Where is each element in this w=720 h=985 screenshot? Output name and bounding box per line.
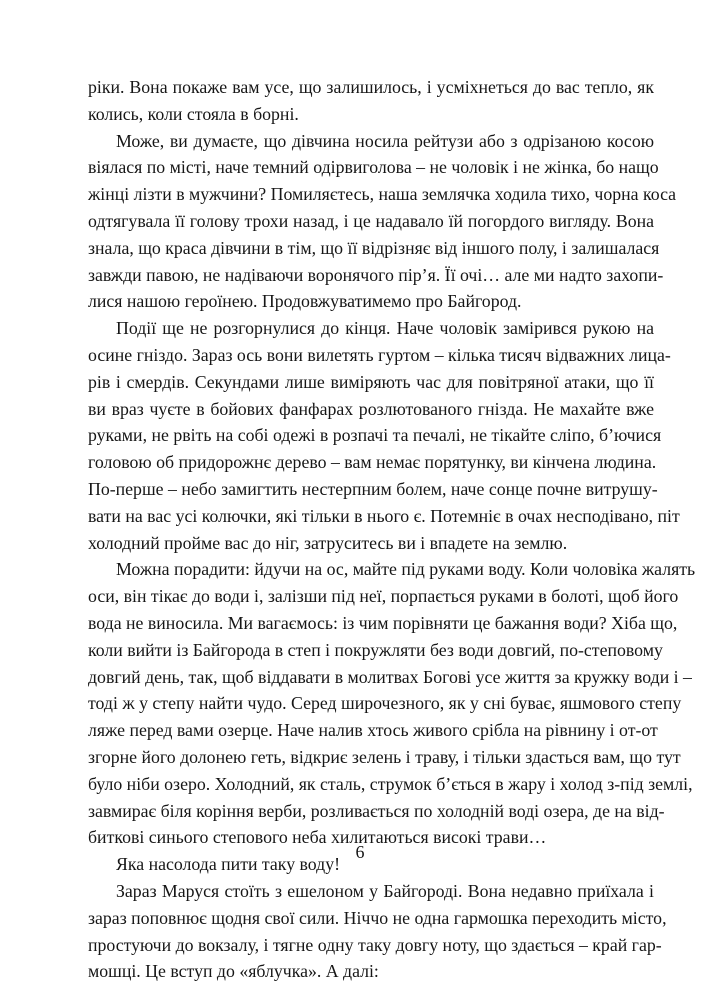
text-line: Можна порадити: йдучи на ос, майте під руками воду. Коли чоловіка жалять <box>116 559 696 580</box>
text-line: Яка насолода пити таку воду! <box>116 854 341 875</box>
text-line: холодний пройме вас до ніг, затруситесь ви і впадете на землю. <box>88 532 568 553</box>
text-line: колись, коли стояла в борні. <box>88 103 299 124</box>
text-line: осине гніздо. Зараз ось вони вилетять гуртом – кілька тисяч відважних лица- <box>88 344 671 365</box>
paragraph <box>88 556 696 851</box>
text-line: биткові синього степового неба хилитаються високі трави… <box>88 827 547 848</box>
text-line: вода не виносила. Ми вагаємось: із чим порівняти це бажання води? Хіба що, <box>88 612 678 633</box>
text-line: оси, він тікає до води і, залізши під неї, порпається руками в болоті, щоб його <box>88 586 679 607</box>
text-line: одтягувала її голову трохи назад, і це надавало їй погордого вигляду. Вона <box>88 210 654 231</box>
text-line: рів і смердів. Секундами лише виміряють час для повітряної атаки, що її <box>88 371 654 392</box>
text-line: Зараз Маруся стоїть з ешелоном у Байгороді. Вона недавно приїхала і <box>116 880 654 901</box>
text-line: довгий день, так, щоб віддавати в молитвах Богові усе життя за кружку води і – <box>88 666 692 687</box>
text-line: тоді ж у степу найти чудо. Серед широчезного, як у сні буває, яшмового степу <box>88 693 682 714</box>
text-line: було ніби озеро. Холодний, як сталь, струмок б’ється в жару і холод з-під землі, <box>88 773 693 794</box>
paragraph <box>88 315 680 556</box>
text-line: Може, ви думаєте, що дівчина носила рейтузи або з одрізаною косою <box>116 130 654 151</box>
text-line: Події ще не розгорнулися до кінця. Наче чоловік замірився рукою на <box>116 318 654 339</box>
paragraph <box>88 74 654 128</box>
text-line: завмирає біля коріння верби, розливається по холодній воді озера, де на від- <box>88 800 665 821</box>
paragraph <box>88 128 677 316</box>
text-line: ви враз чуєте в бойових фанфарах розлютованого гнізда. Не махайте вже <box>88 398 654 419</box>
text-line: лися нашою героїнею. Продовжуватимемо про Байгород. <box>88 291 522 312</box>
text-line: простуючи до вокзалу, і тягне одну таку довгу ноту, що здається – край гар- <box>88 934 662 955</box>
text-line: знала, що краса дівчини в тім, що її відрізняє від іншого полу, і залишалася <box>88 237 660 258</box>
page-number: 6 <box>355 842 365 862</box>
text-line: По-перше – небо замигтить нестерпним болем, наче сонце почне витрушу- <box>88 478 658 499</box>
text-line: ляже перед вами озерце. Наче налив хтось живого срібла на рівнину і от-от <box>88 720 658 741</box>
paragraph <box>88 878 667 985</box>
text-line: жінці лізти в мужчини? Помиляєтесь, наша землячка ходила тихо, чорна коса <box>88 184 677 205</box>
text-line: згорне його долонею геть, відкриє зелень і траву, і тільки здасться вам, що тут <box>88 746 681 767</box>
text-line: зараз поповнює щодня свої сили. Ніччо не одна гармошка переходить місто, <box>88 907 667 928</box>
text-line: головою об придорожнє дерево – вам немає порятунку, ви кінчена людина. <box>88 452 657 473</box>
text-line: ріки. Вона покаже вам усе, що залишилось, і усміхнеться до вас тепло, як <box>88 77 654 97</box>
text-line: вати на вас усі колючки, які тільки в нього є. Потемніє в очах несподівано, піт <box>88 505 680 526</box>
text-line: завжди павою, не надіваючи воронячого пір’я. Її очі… але ми надто захопи- <box>88 264 664 285</box>
text-line: коли вийти із Байгорода в степ і покружляти без води довгий, по-степовому <box>88 639 663 660</box>
text-line: віялася по місті, наче темний одірвиголова – не чоловік і не жінка, бо нащо <box>88 157 659 178</box>
text-line: мошці. Це вступ до «яблучка». А далі: <box>88 961 379 982</box>
text-line: руками, не рвіть на собі одежі в розпачі та печалі, не тікайте сліпо, б’ючися <box>88 425 662 446</box>
